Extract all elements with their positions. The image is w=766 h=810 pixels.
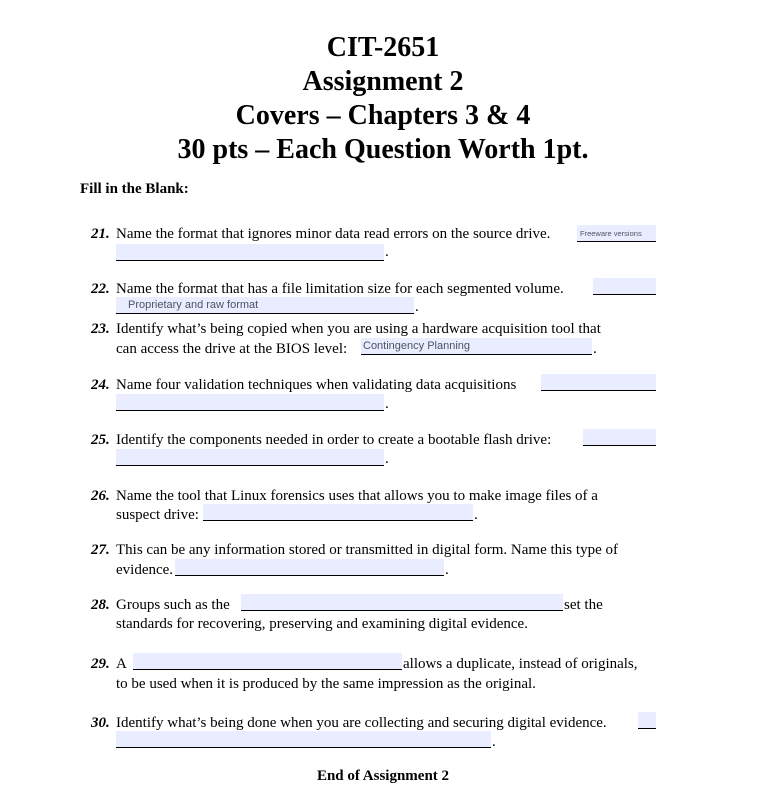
answer-field-25-line2[interactable] (116, 449, 384, 466)
question-text-end: set the (564, 597, 603, 613)
answer-field-22[interactable] (593, 278, 656, 295)
question-text: Identify what’s being copied when you are using a hardware acquisition tool that (116, 321, 601, 337)
question-text: Identify the components needed in order to create a bootable flash drive: (116, 432, 552, 448)
question-number: 25. (91, 432, 110, 448)
answer-field-26[interactable] (203, 504, 473, 521)
period: . (593, 341, 597, 357)
question-number: 21. (91, 226, 110, 242)
question-number: 28. (91, 597, 110, 613)
answer-field-22-line2[interactable]: Proprietary and raw format (116, 297, 414, 314)
question-text: Name the format that ignores minor data read errors on the source drive. (116, 226, 551, 242)
question-text: Name four validation techniques when validating data acquisitions (116, 377, 517, 393)
question-number: 24. (91, 377, 110, 393)
question-text: Name the format that has a file limitation size for each segmented volume. (116, 281, 564, 297)
question-number: 27. (91, 542, 110, 558)
period: . (385, 451, 389, 467)
question-number: 23. (91, 321, 110, 337)
footer-text: End of Assignment 2 (316, 768, 450, 784)
period: . (385, 244, 389, 260)
section-title: Fill in the Blank: (80, 181, 189, 197)
assignment-title: Assignment 2 (302, 66, 464, 97)
period: . (492, 734, 496, 750)
answer-field-24-line2[interactable] (116, 394, 384, 411)
question-text-line2: can access the drive at the BIOS level: (116, 341, 348, 357)
course-code: CIT-2651 (326, 32, 440, 63)
answer-field-21-line2[interactable] (116, 244, 384, 261)
question-text: A (116, 656, 127, 672)
question-text-line2: to be used when it is produced by the same impression as the original. (116, 676, 536, 692)
chapters-covered: Covers – Chapters 3 & 4 (235, 100, 531, 131)
question-number: 30. (91, 715, 110, 731)
question-number: 22. (91, 281, 110, 297)
period: . (385, 396, 389, 412)
answer-field-21[interactable]: Freeware versions (577, 225, 656, 242)
answer-field-23[interactable]: Contingency Planning (361, 338, 592, 355)
question-text-line2: suspect drive: (116, 507, 199, 523)
answer-field-30[interactable] (638, 712, 656, 729)
period: . (445, 562, 449, 578)
question-number: 29. (91, 656, 110, 672)
answer-field-28[interactable] (241, 594, 563, 611)
answer-field-25[interactable] (583, 429, 656, 446)
answer-field-29[interactable] (133, 653, 402, 670)
question-number: 26. (91, 488, 110, 504)
question-text: This can be any information stored or transmitted in digital form. Name this type of (116, 542, 618, 558)
question-text-line2: evidence. (116, 562, 174, 578)
answer-field-27[interactable] (175, 559, 444, 576)
question-text-end: allows a duplicate, instead of originals, (403, 656, 638, 672)
question-text: Name the tool that Linux forensics uses that allows you to make image files of a (116, 488, 598, 504)
question-text: Identify what’s being done when you are collecting and securing digital evidence. (116, 715, 607, 731)
question-text: Groups such as the (116, 597, 230, 613)
answer-field-24[interactable] (541, 374, 656, 391)
question-text-line2: standards for recovering, preserving and examining digital evidence. (116, 616, 528, 632)
period: . (474, 507, 478, 523)
points-info: 30 pts – Each Question Worth 1pt. (177, 134, 589, 165)
period: . (415, 299, 419, 315)
answer-field-30-line2[interactable] (116, 731, 491, 748)
